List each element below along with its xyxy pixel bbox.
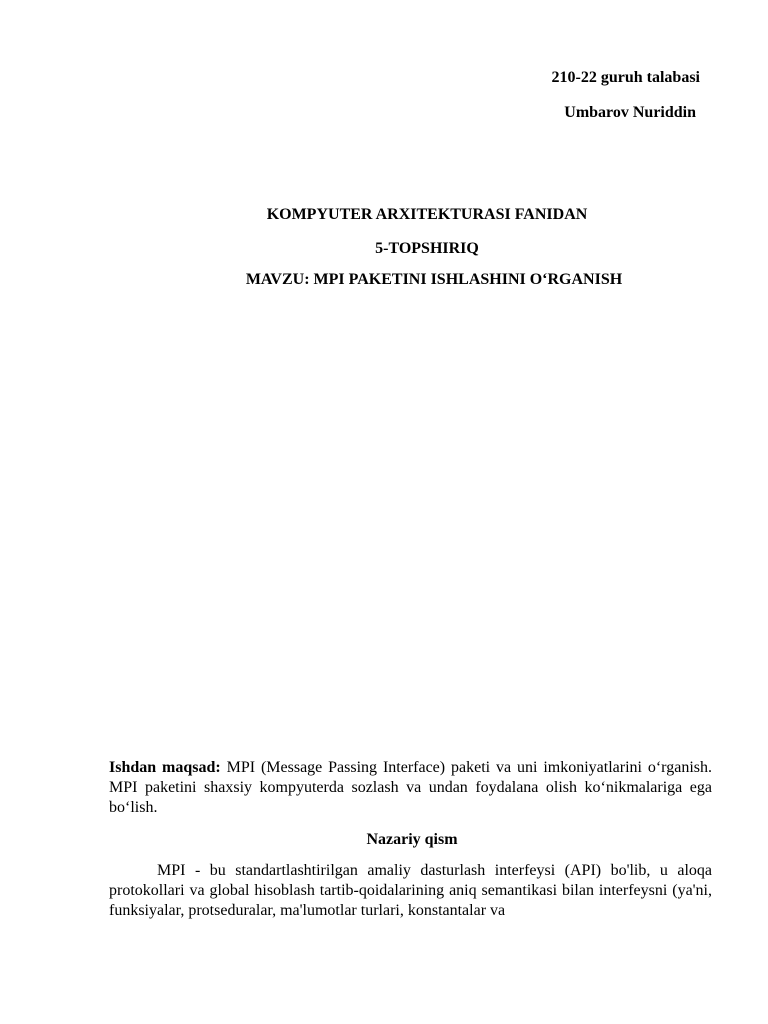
document-title-topic: MAVZU: MPI PAKETINI ISHLASHINI O‘RGANISH	[245, 271, 623, 288]
document-title-subject: KOMPYUTER ARXITEKTURASI FANIDAN	[266, 206, 588, 223]
document-title-assignment: 5-TOPSHIRIQ	[375, 240, 479, 257]
theory-heading: Nazariy qism	[366, 831, 458, 848]
student-name: Umbarov Nuriddin	[564, 104, 696, 121]
purpose-text: MPI (Message Passing Interface) paketi va uni imkoniyatlarini o‘rganish. MPI paketini shaxsiy kompyuterda sozlash va undan foydalana olish ko‘nikmalariga ega bo‘lish.	[109, 759, 712, 816]
purpose-label: Ishdan maqsad:	[109, 759, 221, 776]
purpose-paragraph	[109, 758, 712, 818]
theory-paragraph: MPI - bu standartlashtirilgan amaliy dasturlash interfeysi (API) bo'lib, u aloqa protokollari va global hisoblash tartib-qoidalarining aniq semantikasi bilan interfeysni (ya'ni, funksiyalar, protseduralar, ma'lumotlar turlari, konstantalar va	[109, 862, 712, 919]
student-group-line: 210-22 guruh talabasi	[551, 69, 700, 86]
